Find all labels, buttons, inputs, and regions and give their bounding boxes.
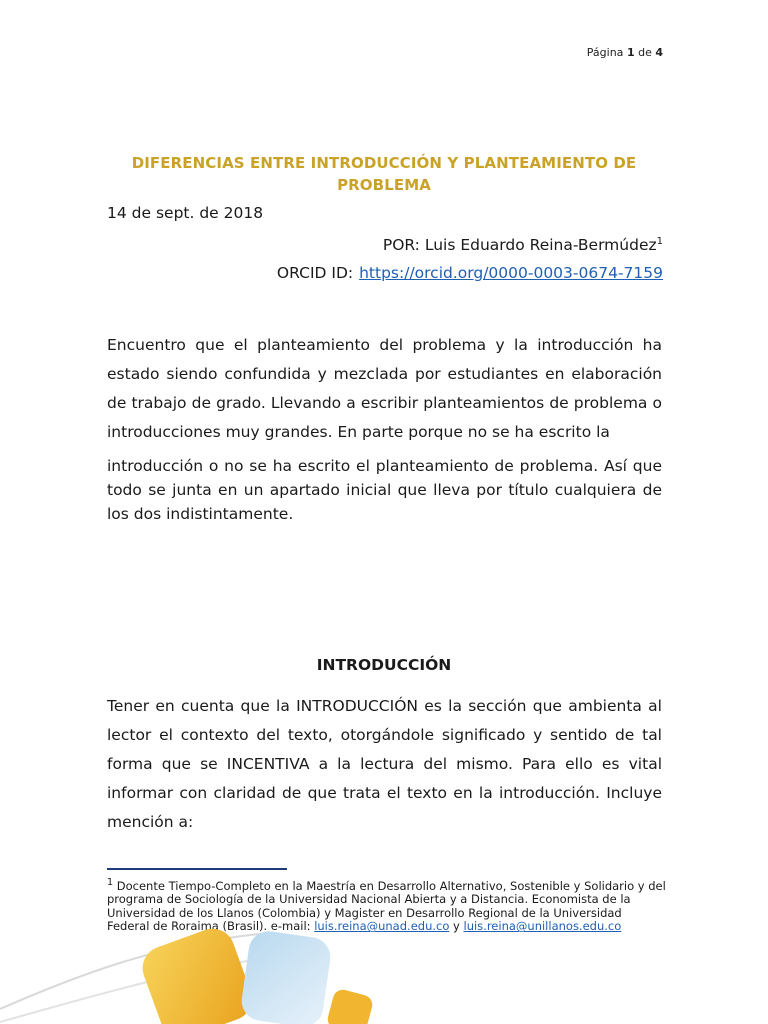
orcid-link[interactable]: https://orcid.org/0000-0003-0674-7159 — [359, 264, 663, 282]
section-heading: INTRODUCCIÓN — [316, 656, 452, 674]
author-line — [383, 236, 663, 254]
author-footnote-mark: 1 — [656, 236, 663, 247]
intro-paragraph-part1: Encuentro que el planteamiento del problema y la introducción ha estado siendo confundida y mezclada por estudiantes en elaboración de trabajo de grado. Llevando a escribir planteamientos de problema o introducciones muy grandes. En parte porque no se ha escrito la — [107, 336, 662, 441]
yellow-shape — [136, 922, 258, 1024]
page-number — [587, 46, 663, 59]
footnote-email-unillanos[interactable]: luis.reina@unillanos.edu.co — [463, 919, 622, 934]
footnote-text: Docente Tiempo-Completo en la Maestría en Desarrollo Alternativo, Sostenible y Solidario y del programa de Sociología de la Universidad Nacional Abierta y a Distancia. Economista de la Universidad de los Llanos (Colombia) y Magister en Desarrollo Regional de la Universidad Federal de Roraima (Brasil). e-mail: — [107, 878, 666, 934]
page-label: Página — [586, 46, 624, 59]
footnote-mark: 1 — [107, 877, 114, 888]
orcid-line — [277, 264, 663, 282]
section-paragraph: Tener en cuenta que la INTRODUCCIÓN es la sección que ambienta al lector el contexto del texto, otorgándole significado y sentido de tal forma que se INCENTIVA a la lectura del mismo. Para ello es vital informar con claridad de que trata el texto en la introducción. Incluye mención a: — [107, 697, 662, 831]
page-current: 1 — [626, 46, 635, 59]
document-title: DIFERENCIAS ENTRE INTRODUCCIÓN Y PLANTEAMIENTO DE PROBLEMA — [131, 154, 637, 194]
decorative-shapes — [0, 914, 768, 1024]
author-name: POR: Luis Eduardo Reina-Bermúdez — [382, 236, 657, 255]
intro-paragraph-part2: introducción o no se ha escrito el planteamiento de problema. Así que todo se junta en un apartado inicial que lleva por título cualquiera de los dos indistintamente. — [107, 457, 662, 523]
small-yellow-shape — [326, 988, 375, 1024]
document-date: 14 de sept. de 2018 — [107, 204, 264, 222]
orcid-label: ORCID ID: — [276, 264, 354, 282]
page-of-label: de — [638, 46, 652, 59]
footnote-email-unad[interactable]: luis.reina@unad.edu.co — [314, 919, 450, 934]
footnote-divider — [107, 868, 287, 870]
footnote-connector: y — [453, 919, 460, 934]
blue-shape — [239, 929, 333, 1024]
page-total: 4 — [655, 46, 663, 59]
